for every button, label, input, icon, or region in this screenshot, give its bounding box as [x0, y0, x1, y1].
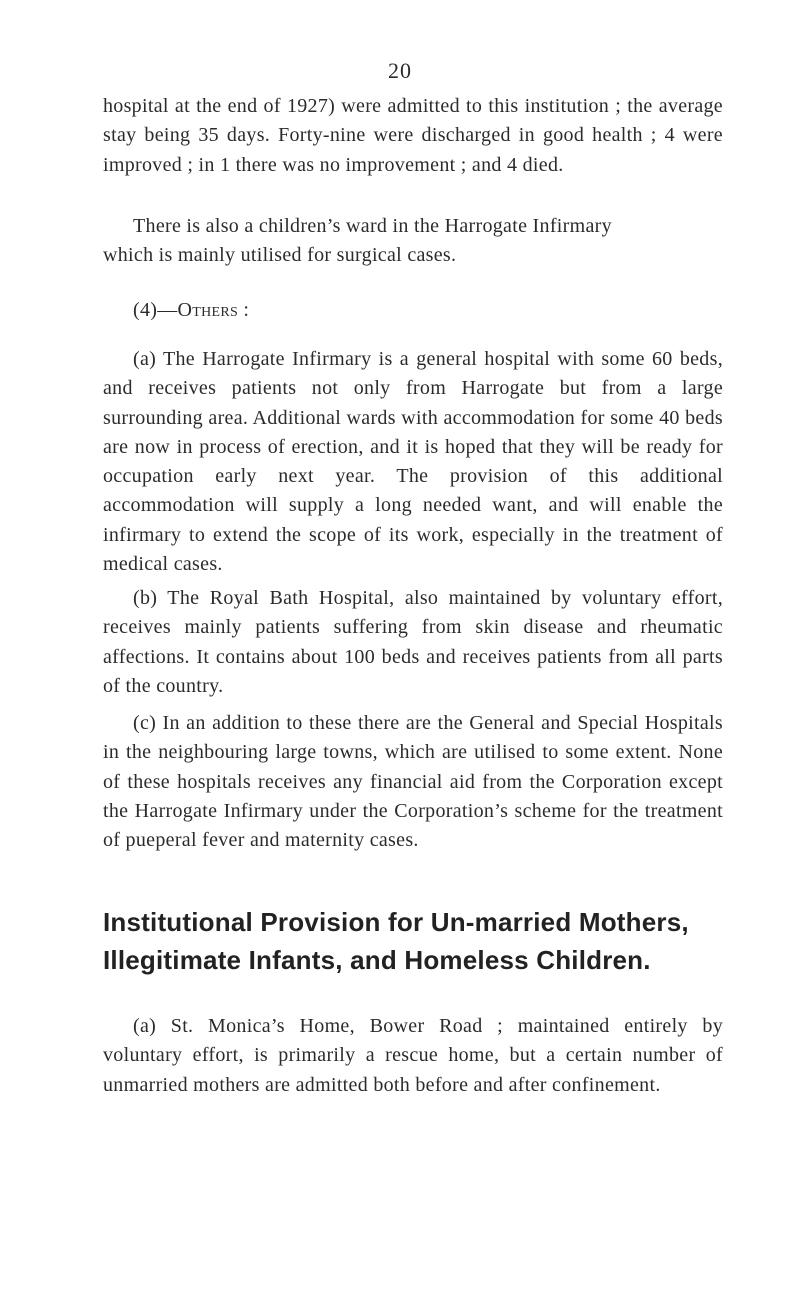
- section-heading-line1: Institutional Provision for Un-married Mothers,: [103, 907, 689, 937]
- section-heading-line2: Illegitimate Infants, and Homeless Children.: [103, 945, 651, 975]
- section-heading: [103, 903, 743, 979]
- section-label-others: (4)—Others :: [133, 299, 250, 321]
- paragraph-royal-bath-hospital-text: (b) The Royal Bath Hospital, also maintained by voluntary effort, receives mainly patients suffering from skin disease and rheumatic affections. It contains about 100 beds and receives patients from all parts of the country.: [103, 587, 723, 697]
- paragraph-general-special-hospitals-text: (c) In an addition to these there are the General and Special Hospitals in the neighbouring large towns, which are utilised to some extent. None of these hospitals receives any financial aid from the Corporation except the Harrogate Infirmary under the Corporation’s scheme for the treatment of pueperal fever and maternity cases.: [103, 712, 723, 852]
- paragraph-st-monicas-home-text: (a) St. Monica’s Home, Bower Road ; maintained entirely by voluntary effort, is primarily a rescue home, but a certain number of unmarried mothers are admitted both before and after confinement.: [103, 1015, 723, 1096]
- paragraph-childrens-ward-line2: which is mainly utilised for surgical cases.: [103, 244, 457, 266]
- paragraph-childrens-ward-line1: There is also a children’s ward in the Harrogate Infirmary: [133, 215, 612, 237]
- page-number: 20: [388, 58, 412, 83]
- paragraph-harrogate-infirmary: [103, 345, 723, 579]
- paragraph-general-special-hospitals: [103, 709, 723, 855]
- paragraph-harrogate-infirmary-text: (a) The Harrogate Infirmary is a general hospital with some 60 beds, and receives patients not only from Harrogate but from a large surrounding area. Additional wards with accommodation for some 40 beds are now in process of erection, and it is hoped that they will be ready for occupation early next year. The provision of this additional accommodation will supply a long needed want, and will enable the infirmary to extend the scope of its work, especially in the treatment of medical cases.: [103, 348, 723, 576]
- paragraph-st-monicas-home: [103, 1012, 723, 1100]
- paragraph-hospital-stats: hospital at the end of 1927) were admitted to this institution ; the average stay being 35 days. Forty-nine were discharged in good health ; 4 were improved ; in 1 there was no improvement ; and 4 died.: [103, 95, 723, 176]
- paragraph-royal-bath-hospital: [103, 584, 723, 701]
